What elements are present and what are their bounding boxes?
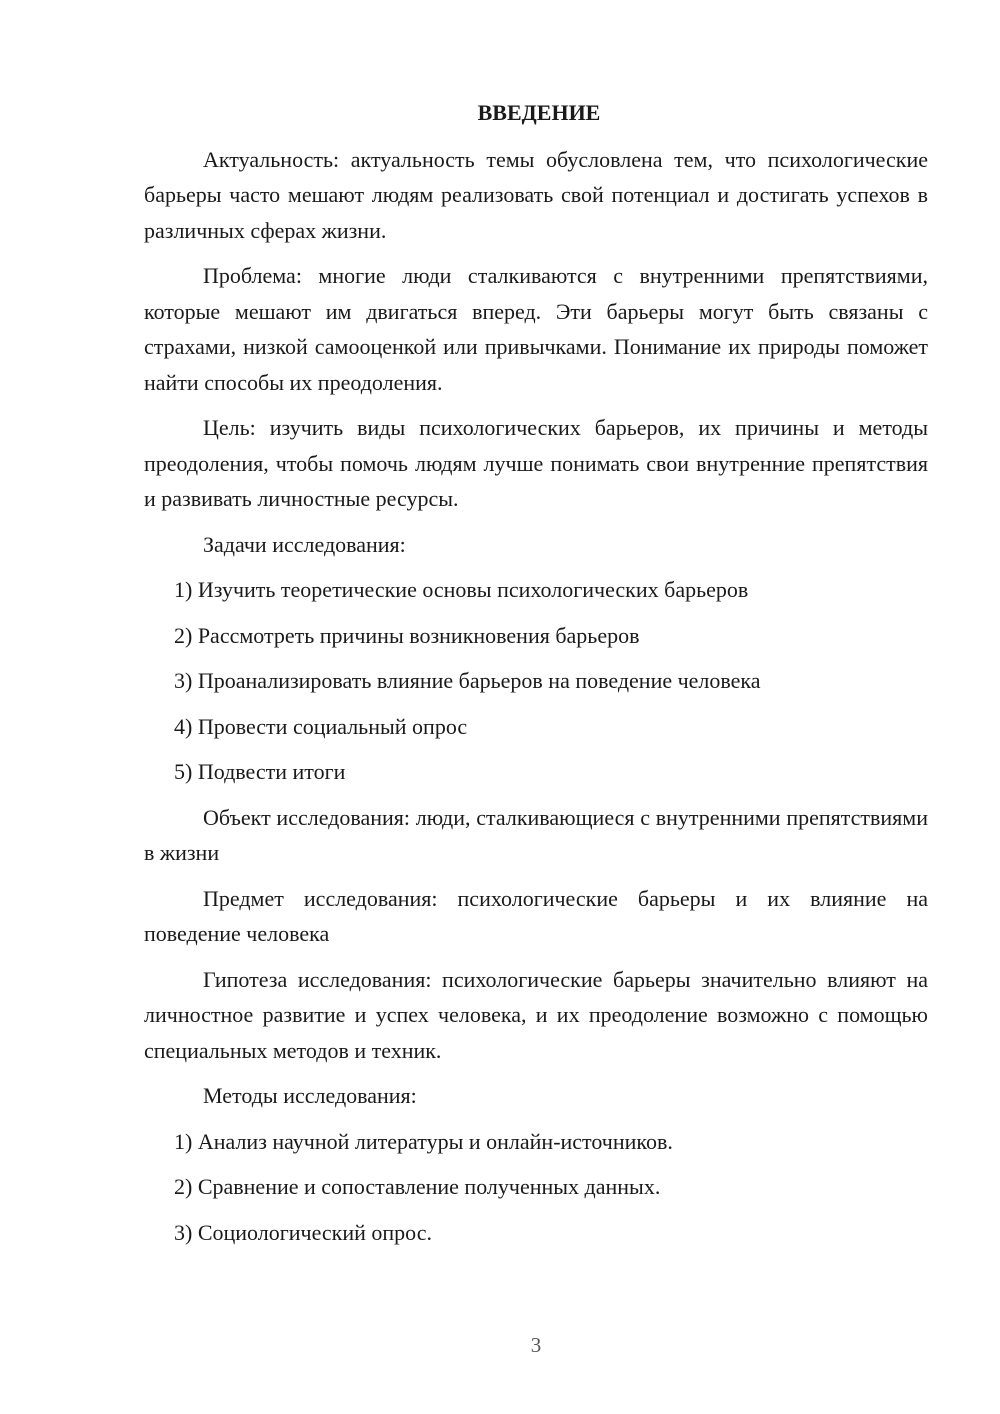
object-paragraph: Объект исследования: люди, сталкивающиеся с внутренними препятствиями в жизни bbox=[144, 804, 928, 865]
page-number: 3 bbox=[530, 1333, 542, 1357]
goal-paragraph: Цель: изучить виды психологических барьеров, их причины и методы преодоления, чтобы помочь людям лучше понимать свои внутренние препятствия и развивать личностные ресурсы. bbox=[144, 415, 928, 511]
task-item: 3) Проанализировать влияние барьеров на поведение человека bbox=[174, 668, 761, 693]
page-content bbox=[144, 95, 928, 1260]
method-item: 1) Анализ научной литературы и онлайн-источников. bbox=[174, 1128, 673, 1154]
task-item: 4) Провести социальный опрос bbox=[174, 713, 468, 739]
relevance-paragraph: Актуальность: актуальность темы обусловлена тем, что психологические барьеры часто мешают людям реализовать свой потенциал и достигать успехов в различных сферах жизни. bbox=[144, 146, 928, 243]
section-heading: ВВЕДЕНИЕ bbox=[477, 100, 601, 125]
method-item: 3) Социологический опрос. bbox=[174, 1219, 432, 1245]
task-item: 2) Рассмотреть причины возникновения барьеров bbox=[174, 622, 640, 648]
task-item: 1) Изучить теоретические основы психологических барьеров bbox=[174, 577, 749, 602]
tasks-title: Задачи исследования: bbox=[203, 531, 406, 557]
task-item: 5) Подвести итоги bbox=[174, 759, 346, 784]
methods-title: Методы исследования: bbox=[203, 1083, 417, 1108]
hypothesis-paragraph: Гипотеза исследования: психологические барьеры значительно влияют на личностное развитие и успех человека, и их преодоление возможно с помощью специальных методов и техник. bbox=[144, 966, 928, 1063]
subject-paragraph: Предмет исследования: психологические барьеры и их влияние на поведение человека bbox=[144, 885, 928, 946]
problem-paragraph: Проблема: многие люди сталкиваются с внутренними препятствиями, которые мешают им двигаться вперед. Эти барьеры могут быть связаны с страхами, низкой самооценкой или привычками. Понимание их природы поможет найти способы их преодоления. bbox=[144, 263, 928, 395]
method-item: 2) Сравнение и сопоставление полученных данных. bbox=[174, 1174, 661, 1199]
